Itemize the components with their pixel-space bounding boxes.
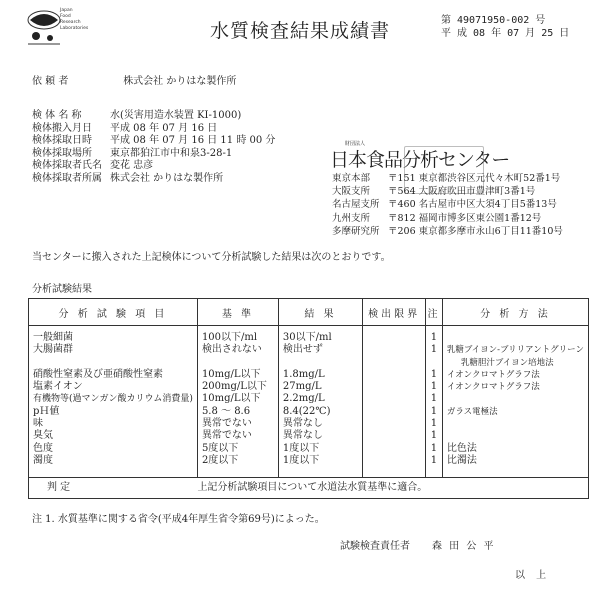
cell-note: 1 xyxy=(426,369,443,381)
cell-limit xyxy=(363,418,426,430)
field-label: 検体採取場所 xyxy=(32,147,92,159)
cell-note xyxy=(426,357,443,369)
results-section-title: 分析試験結果 xyxy=(32,284,92,295)
judgement-text: 上記分析試験項目について水道法水質基準に適合。 xyxy=(197,478,588,499)
cell-method xyxy=(442,393,588,405)
branch-name: 東京本部 xyxy=(332,173,371,184)
cell-result: 30以下/ml xyxy=(278,326,362,345)
logo-text: Japan Food Research Laboratories xyxy=(60,8,89,31)
cell-item: 一般細菌 xyxy=(29,326,198,345)
cell-result: 8.4(22℃) xyxy=(278,406,362,418)
cell-note: 1 xyxy=(426,393,443,405)
cell-standard: 検出されない xyxy=(197,344,278,356)
cell-item: 色度 xyxy=(29,443,198,455)
branch-address: 〒812 福岡市博多区東公園1番12号 xyxy=(388,212,542,224)
cell-standard: 異常でない xyxy=(197,430,278,442)
responsible-line xyxy=(340,537,496,552)
cell-method xyxy=(442,418,588,430)
field-value: 平成 08 年 07 月 16 日 11 時 00 分 xyxy=(110,135,276,146)
header-limit: 検出限界 xyxy=(363,299,426,326)
branch-row xyxy=(332,185,563,198)
field-value: 東京都狛江市中和泉3-28-1 xyxy=(110,147,233,159)
field-value: 変花 忠彦 xyxy=(110,160,154,171)
cell-limit xyxy=(363,381,426,393)
cell-method: イオンクロマトグラフ法 xyxy=(442,369,588,381)
cell-standard: 200mg/L以下 xyxy=(197,381,278,393)
cell-item xyxy=(29,357,198,369)
field-value: 水(災害用造水装置 KI-1000) xyxy=(110,110,242,121)
branch-list xyxy=(332,172,563,238)
document-number-block xyxy=(441,14,569,40)
cell-method: 比色法 xyxy=(442,443,588,455)
branch-address: 〒206 東京都多摩市永山6丁目11番10号 xyxy=(388,225,563,237)
cell-note: 1 xyxy=(426,326,443,345)
table-row xyxy=(29,393,589,405)
judgement-label: 判 定 xyxy=(29,478,198,499)
client-label: 依 頼 者 xyxy=(32,76,69,87)
document-title: 水質検査結果成績書 xyxy=(209,20,390,42)
client-value: 株式会社 かりはな製作所 xyxy=(123,76,237,87)
cell-item: 濁度 xyxy=(29,455,198,478)
cell-note: 1 xyxy=(426,418,443,430)
field-row xyxy=(32,173,275,186)
table-row xyxy=(29,369,589,381)
header-item: 分 析 試 験 項 目 xyxy=(29,299,198,326)
header-result: 結 果 xyxy=(278,299,362,326)
cell-standard: 10mg/L以下 xyxy=(197,393,278,405)
cell-result: 1度以下 xyxy=(278,443,362,455)
table-row xyxy=(29,326,589,345)
cell-note: 1 xyxy=(426,344,443,356)
table-row xyxy=(29,381,589,393)
cell-note: 1 xyxy=(426,381,443,393)
field-value: 株式会社 かりはな製作所 xyxy=(110,172,224,184)
header-standard: 基 準 xyxy=(197,299,278,326)
cell-note: 1 xyxy=(426,455,443,478)
table-row xyxy=(29,406,589,418)
cell-note: 1 xyxy=(426,406,443,418)
cell-item: pＨ値 xyxy=(29,406,198,418)
table-row xyxy=(29,455,589,478)
cell-item: 硝酸性窒素及び亜硝酸性窒素 xyxy=(29,369,198,381)
branch-address: 〒151 東京都渋谷区元代々木町52番1号 xyxy=(388,173,561,184)
branch-name: 名古屋支所 xyxy=(332,199,380,211)
cell-limit xyxy=(363,443,426,455)
cell-method: 乳糖胆汁ブイヨン培地法 xyxy=(442,357,588,369)
cell-limit xyxy=(363,344,426,356)
field-row xyxy=(32,123,275,136)
footnote: 注 1. 水質基準に関する省令(平成4年厚生省令第69号)によった。 xyxy=(32,514,325,525)
cell-method: ガラス電極法 xyxy=(442,406,588,418)
field-label: 検体採取者所属 xyxy=(32,172,102,184)
cell-method xyxy=(442,326,588,345)
results-table xyxy=(28,298,589,499)
cell-result: 2.2mg/L xyxy=(278,393,362,405)
branch-row xyxy=(332,212,563,225)
cell-result: 27mg/L xyxy=(278,381,362,393)
cell-limit xyxy=(363,369,426,381)
branch-address: 〒460 名古屋市中区大須4丁目5番13号 xyxy=(388,199,557,211)
table-row xyxy=(29,418,589,430)
closing-mark: 以 上 xyxy=(515,570,551,581)
cell-limit xyxy=(363,430,426,442)
field-row xyxy=(32,148,275,161)
cell-standard: 2度以下 xyxy=(197,455,278,478)
cell-standard: 異常でない xyxy=(197,418,278,430)
cell-standard: 100以下/ml xyxy=(197,326,278,345)
intro-sentence: 当センターに搬入された上記検体について分析試験した結果は次のとおりです。 xyxy=(32,252,391,263)
sample-fields xyxy=(32,110,275,185)
branch-address: 〒564 大阪府吹田市豊津町3番1号 xyxy=(388,186,536,198)
cell-limit xyxy=(363,455,426,478)
cell-limit xyxy=(363,326,426,345)
field-label: 検体採取日時 xyxy=(32,135,92,146)
cell-limit xyxy=(363,406,426,418)
table-row xyxy=(29,443,589,455)
lab-prefix: 財団法人 xyxy=(345,141,366,147)
header-method: 分 析 方 法 xyxy=(442,299,588,326)
cell-result xyxy=(278,357,362,369)
issue-date: 平 成 08 年 07 月 25 日 xyxy=(441,28,570,39)
cell-method xyxy=(442,430,588,442)
lab-name: 日本食品分析センター xyxy=(330,149,510,171)
cell-result: 1.8mg/L xyxy=(278,369,362,381)
field-label: 検体搬入月日 xyxy=(32,122,92,134)
cell-result: 異常なし xyxy=(278,430,362,442)
cell-note: 1 xyxy=(426,443,443,455)
cell-limit xyxy=(363,393,426,405)
cell-item: 有機物等(過マンガン酸カリウム消費量) xyxy=(29,393,198,405)
cell-method: イオンクロマトグラフ法 xyxy=(442,381,588,393)
cell-standard: 5度以下 xyxy=(197,443,278,455)
cell-item: 臭気 xyxy=(29,430,198,442)
branch-row xyxy=(332,198,563,211)
cell-limit xyxy=(363,357,426,369)
cell-item: 味 xyxy=(29,418,198,430)
field-row xyxy=(32,160,275,173)
judgement-row xyxy=(29,478,589,499)
cell-result: 検出せず xyxy=(278,344,362,356)
responsible-name: 森 田 公 平 xyxy=(432,541,496,552)
field-row xyxy=(32,135,275,148)
header-note: 注 xyxy=(426,299,443,326)
branch-row xyxy=(332,225,563,238)
responsible-label: 試験検査責任者 xyxy=(340,541,410,552)
branch-name: 大阪支所 xyxy=(332,186,371,198)
branch-row xyxy=(332,172,563,185)
cell-result: 異常なし xyxy=(278,418,362,430)
cell-method: 乳糖ブイヨン-ブリリアントグリーン xyxy=(442,344,588,356)
cell-standard xyxy=(197,357,278,369)
client-line xyxy=(32,72,236,87)
cell-standard: 10mg/L以下 xyxy=(197,369,278,381)
cell-item: 大腸菌群 xyxy=(29,344,198,356)
branch-name: 九州支所 xyxy=(332,212,371,224)
document-number: 第 49071950-002 号 xyxy=(441,15,546,26)
cell-method: 比濁法 xyxy=(442,455,588,478)
field-row xyxy=(32,110,275,123)
field-label: 検体採取者氏名 xyxy=(32,160,102,171)
cell-standard: 5.8 ～ 8.6 xyxy=(197,406,278,418)
field-value: 平成 08 年 07 月 16 日 xyxy=(110,122,218,134)
table-header-row xyxy=(29,299,589,326)
field-label: 検 体 名 称 xyxy=(32,110,82,121)
cell-result: 1度以下 xyxy=(278,455,362,478)
table-row xyxy=(29,430,589,442)
branch-name: 多摩研究所 xyxy=(332,225,380,237)
table-row xyxy=(29,344,589,356)
table-row xyxy=(29,357,589,369)
cell-item: 塩素イオン xyxy=(29,381,198,393)
cell-note: 1 xyxy=(426,430,443,442)
